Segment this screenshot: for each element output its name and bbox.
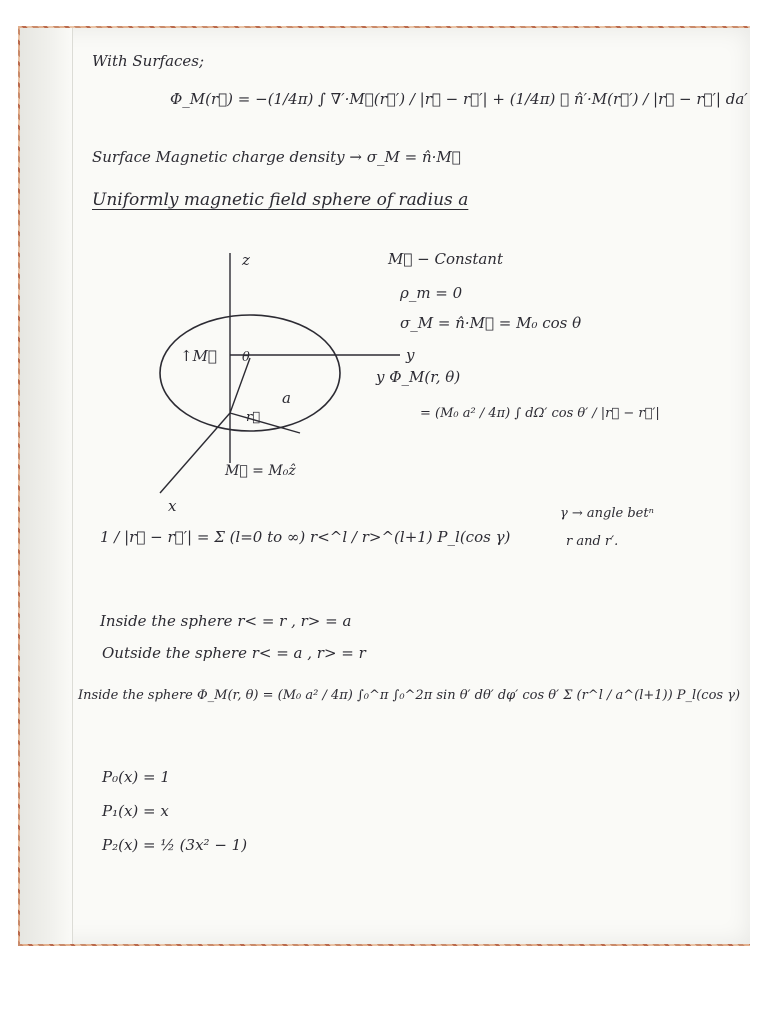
surface-charge-line: Surface Magnetic charge density → σ_M = n̂·M⃗ (92, 148, 461, 166)
condition-sigma: σ_M = n̂·M⃗ = M₀ cos θ (400, 314, 582, 332)
expansion-formula: 1 / |r⃗ − r⃗′| = Σ (l=0 to ∞) r<^l / r>^(l+1) P_l(cos γ) (100, 528, 511, 546)
potential-equation: Φ_M(r⃗) = −(1/4π) ∫ ∇′·M⃗(r⃗′) / |r⃗ − r⃗′| + (1/4π) ∮ n̂′·M(r⃗′) / |r⃗ − r⃗′| da′ (170, 90, 748, 108)
legendre-p0: P₀(x) = 1 (102, 768, 170, 786)
condition-rho: ρ_m = 0 (400, 284, 463, 302)
section-heading: Uniformly magnetic field sphere of radius a (92, 190, 469, 210)
inside-equation: Inside the sphere Φ_M(r, θ) = (M₀ a² / 4π) ∫₀^π ∫₀^2π sin θ′ dθ′ dφ′ cos θ′ Σ (r^l / a^(l+1)) P_l(cos γ) (78, 688, 741, 703)
notebook-page (20, 28, 750, 944)
gamma-note-2: r and r′. (566, 534, 619, 549)
outside-condition: Outside the sphere r< = a , r> = r (102, 644, 366, 662)
r-label: r⃗ (246, 410, 261, 425)
theta-label: θ (242, 350, 250, 365)
x-axis (160, 413, 230, 493)
z-axis-label: z (242, 251, 250, 269)
notebook-photo (18, 26, 750, 946)
notebook-spine (20, 28, 73, 944)
x-axis-label: x (168, 497, 177, 513)
m-equation-label: M⃗ = M₀ẑ (225, 463, 296, 479)
legendre-p1: P₁(x) = x (102, 802, 169, 820)
phi-definition: y Φ_M(r, θ) (376, 368, 461, 386)
r-vector (230, 358, 250, 413)
intro-line: With Surfaces; (92, 52, 205, 70)
gamma-note-1: γ → angle betⁿ (560, 506, 654, 521)
y-axis-label: y (406, 346, 415, 364)
phi-integral: = (M₀ a² / 4π) ∫ dΩ′ cos θ′ / |r⃗ − r⃗′| (420, 406, 660, 421)
a-label: a (282, 389, 291, 407)
legendre-p2: P₂(x) = ½ (3x² − 1) (102, 836, 248, 854)
inside-condition: Inside the sphere r< = r , r> = a (100, 612, 352, 630)
condition-constant: M⃗ − Constant (388, 250, 503, 268)
m-vector-label: ↑M⃗ (180, 347, 217, 365)
